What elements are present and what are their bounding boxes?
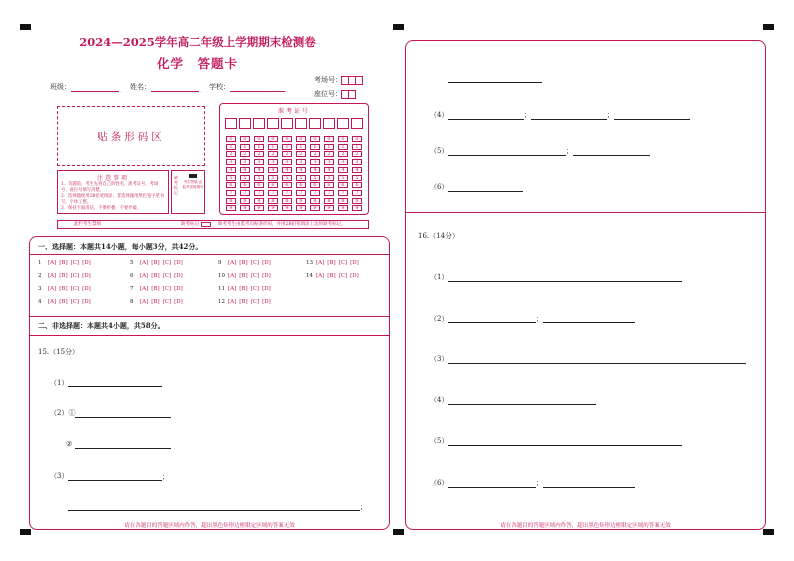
mc-option-bubble[interactable]: [A] — [228, 299, 237, 305]
answer-line[interactable] — [573, 155, 650, 156]
school-label: 学校： — [209, 83, 230, 91]
mc-option-bubble[interactable]: [D] — [174, 286, 183, 292]
ticket-digit-bubble[interactable]: 9 — [240, 205, 250, 211]
mc-number: 12 — [218, 299, 225, 305]
ticket-write-cell[interactable] — [351, 118, 363, 129]
q16-title: 16.（14分） — [418, 232, 460, 240]
left-answer-panel — [29, 236, 390, 530]
mc-option-bubble[interactable]: [A] — [48, 260, 57, 266]
mc-question — [130, 260, 186, 266]
ticket-digit-bubble[interactable]: 9 — [226, 205, 236, 211]
mc-number: 10 — [218, 273, 225, 279]
ticket-write-cell[interactable] — [323, 118, 335, 129]
mc-option-bubble[interactable]: [C] — [250, 273, 260, 279]
mc-number: 9 — [218, 260, 222, 266]
q16-part4-label: （4） — [430, 396, 449, 404]
ticket-digit-bubble[interactable]: 2 — [324, 151, 334, 157]
mc-option-bubble[interactable]: [D] — [262, 273, 271, 279]
ticket-digit-bubble[interactable]: 7 — [296, 190, 306, 196]
ticket-digit-bubble[interactable]: 0 — [254, 136, 264, 142]
answer-line[interactable] — [75, 417, 171, 418]
seat-field[interactable] — [314, 89, 356, 99]
ticket-title: 准考证号 — [277, 108, 310, 115]
mc-question — [38, 299, 94, 305]
ticket-digit-bubble[interactable]: 1 — [296, 144, 306, 150]
absence-mark-box — [171, 170, 205, 214]
mc-option-bubble[interactable]: [D] — [174, 273, 183, 279]
ticket-write-cell[interactable] — [295, 118, 307, 129]
school-field[interactable] — [209, 82, 285, 92]
mc-option-bubble[interactable]: [A] — [316, 273, 325, 279]
q14-part6-label: （6） — [430, 183, 449, 191]
mc-question — [130, 273, 186, 279]
ticket-column[interactable] — [225, 118, 239, 212]
ticket-digit-bubble[interactable]: 4 — [352, 167, 362, 173]
ticket-write-cell[interactable] — [225, 118, 237, 129]
ticket-digit-bubble[interactable]: 6 — [296, 182, 306, 188]
answer-line[interactable] — [448, 82, 542, 83]
ticket-digit-bubble[interactable]: 8 — [254, 198, 264, 204]
ticket-digit-bubble[interactable]: 6 — [352, 182, 362, 188]
mc-option-bubble[interactable]: [D] — [82, 273, 91, 279]
mc-option-bubble[interactable]: [C] — [250, 286, 260, 292]
ticket-digit-bubble[interactable]: 2 — [226, 151, 236, 157]
mc-option-bubble[interactable]: [B] — [239, 299, 248, 305]
ticket-write-cell[interactable] — [281, 118, 293, 129]
ticket-digit-bubble[interactable]: 5 — [226, 175, 236, 181]
ticket-digit-bubble[interactable]: 5 — [254, 175, 264, 181]
exam-title: 2024—2025学年高二年级上学期期末检测卷 — [79, 35, 316, 49]
answer-line[interactable] — [448, 119, 524, 120]
ticket-digit-bubble[interactable]: 0 — [310, 136, 320, 142]
semicolon: ； — [607, 111, 614, 119]
ticket-digit-bubble[interactable]: 8 — [310, 198, 320, 204]
answer-line[interactable] — [543, 487, 635, 488]
mc-question — [38, 286, 94, 292]
ticket-digit-bubble[interactable]: 5 — [240, 175, 250, 181]
mc-option-bubble[interactable]: [A] — [48, 286, 57, 292]
mc-option-bubble[interactable]: [B] — [151, 273, 160, 279]
ticket-digit-bubble[interactable]: 6 — [240, 182, 250, 188]
semicolon: ； — [360, 503, 367, 511]
class-field[interactable] — [50, 82, 119, 92]
ticket-digit-bubble[interactable]: 7 — [226, 190, 236, 196]
mc-number: 11 — [218, 286, 225, 292]
ticket-write-cell[interactable] — [253, 118, 265, 129]
proctor-note: 考生禁填 由监考老师填写 — [182, 174, 204, 189]
ticket-digit-bubble[interactable]: 8 — [226, 198, 236, 204]
ticket-digit-bubble[interactable]: 7 — [338, 190, 348, 196]
mc-option-bubble[interactable]: [C] — [162, 286, 172, 292]
ticket-digit-bubble[interactable]: 8 — [352, 198, 362, 204]
ticket-digit-bubble[interactable]: 9 — [282, 205, 292, 211]
ticket-digit-bubble[interactable]: 8 — [282, 198, 292, 204]
alignment-mark — [393, 24, 404, 30]
answer-line[interactable] — [448, 363, 746, 364]
mc-option-bubble[interactable]: [B] — [327, 260, 336, 266]
mc-number: 8 — [130, 299, 134, 305]
ticket-digit-bubble[interactable]: 3 — [226, 159, 236, 165]
ticket-digit-bubble[interactable]: 3 — [254, 159, 264, 165]
mc-option-bubble[interactable]: [B] — [151, 286, 160, 292]
ticket-digit-bubble[interactable]: 8 — [240, 198, 250, 204]
mc-option-bubble[interactable]: [D] — [350, 273, 359, 279]
ticket-column[interactable] — [281, 118, 295, 212]
mc-number: 6 — [130, 273, 134, 279]
ticket-digit-bubble[interactable]: 6 — [254, 182, 264, 188]
ticket-digit-bubble[interactable]: 7 — [282, 190, 292, 196]
ticket-digit-bubble[interactable]: 4 — [240, 167, 250, 173]
mc-option-bubble[interactable]: [A] — [140, 260, 149, 266]
ticket-digit-bubble[interactable]: 1 — [352, 144, 362, 150]
mc-option-bubble[interactable]: [C] — [70, 286, 80, 292]
alignment-mark — [20, 529, 31, 535]
q15-part2-label: （2）① — [50, 409, 76, 417]
mc-option-bubble[interactable]: [A] — [228, 286, 237, 292]
answer-line[interactable] — [68, 386, 162, 387]
mc-option-bubble[interactable]: [C] — [162, 273, 172, 279]
ticket-digit-bubble[interactable]: 9 — [310, 205, 320, 211]
answer-line[interactable] — [448, 281, 682, 282]
ticket-column[interactable] — [309, 118, 323, 212]
ticket-digit-bubble[interactable]: 3 — [296, 159, 306, 165]
ticket-digit-bubble[interactable]: 5 — [268, 175, 278, 181]
ticket-digit-bubble[interactable]: 4 — [310, 167, 320, 173]
alignment-mark — [393, 529, 404, 535]
mc-number: 4 — [38, 299, 42, 305]
ticket-digit-bubble[interactable]: 3 — [310, 159, 320, 165]
ticket-digit-bubble[interactable]: 1 — [338, 144, 348, 150]
mc-option-bubble[interactable]: [B] — [59, 299, 68, 305]
ticket-digit-bubble[interactable]: 0 — [296, 136, 306, 142]
divider — [405, 212, 766, 213]
ticket-digit-bubble[interactable]: 5 — [338, 175, 348, 181]
answer-line[interactable] — [543, 322, 635, 323]
mc-option-bubble[interactable]: [A] — [48, 273, 57, 279]
mc-option-bubble[interactable]: [C] — [70, 260, 80, 266]
mc-option-bubble[interactable]: [D] — [262, 286, 271, 292]
mc-number: 1 — [38, 260, 42, 266]
alignment-mark — [20, 24, 31, 30]
mc-number: 14 — [306, 273, 313, 279]
exam-room-field[interactable] — [314, 75, 363, 85]
mc-option-bubble[interactable]: [A] — [140, 286, 149, 292]
mc-number: 5 — [130, 260, 134, 266]
divider — [29, 316, 390, 317]
alignment-mark — [763, 529, 774, 535]
ticket-digit-bubble[interactable]: 7 — [240, 190, 250, 196]
ticket-digit-bubble[interactable]: 4 — [282, 167, 292, 173]
ticket-digit-bubble[interactable]: 8 — [296, 198, 306, 204]
ticket-digit-bubble[interactable]: 5 — [352, 175, 362, 181]
semicolon: ； — [162, 473, 169, 481]
notice-box — [57, 170, 169, 214]
ticket-digit-bubble[interactable]: 2 — [352, 151, 362, 157]
ticket-write-cell[interactable] — [309, 118, 321, 129]
mc-question — [218, 273, 274, 279]
ticket-digit-bubble[interactable]: 1 — [282, 144, 292, 150]
ticket-write-cell[interactable] — [267, 118, 279, 129]
name-label: 姓名： — [130, 83, 151, 91]
mc-question — [218, 260, 274, 266]
ticket-digit-bubble[interactable]: 7 — [324, 190, 334, 196]
q14-part5-label: （5） — [430, 147, 449, 155]
ticket-digit-bubble[interactable]: 0 — [338, 136, 348, 142]
mc-option-bubble[interactable]: [C] — [70, 299, 80, 305]
ticket-digit-bubble[interactable]: 6 — [338, 182, 348, 188]
ticket-number-grid — [219, 103, 369, 215]
semicolon: ； — [524, 111, 531, 119]
ticket-digit-bubble[interactable]: 4 — [226, 167, 236, 173]
ticket-digit-bubble[interactable]: 9 — [338, 205, 348, 211]
ticket-digit-bubble[interactable]: 1 — [254, 144, 264, 150]
mc-question — [38, 273, 94, 279]
seat-label: 座位号： — [314, 90, 342, 98]
mc-option-bubble[interactable]: [B] — [59, 273, 68, 279]
q16-part3-label: （3） — [430, 355, 449, 363]
notice-line: 3．保持卡面清洁，不要折叠，不要弄破。 — [61, 206, 142, 211]
mc-question — [130, 286, 186, 292]
ticket-digit-bubble[interactable]: 4 — [338, 167, 348, 173]
mc-option-bubble[interactable]: [B] — [59, 260, 68, 266]
ticket-digit-bubble[interactable]: 2 — [254, 151, 264, 157]
mc-option-bubble[interactable]: [D] — [82, 299, 91, 305]
ticket-column[interactable] — [323, 118, 337, 212]
ticket-digit-bubble[interactable]: 4 — [324, 167, 334, 173]
ticket-digit-bubble[interactable]: 6 — [226, 182, 236, 188]
ticket-digit-bubble[interactable]: 4 — [296, 167, 306, 173]
mc-option-bubble[interactable]: [D] — [82, 260, 91, 266]
mc-option-bubble[interactable]: [A] — [228, 260, 237, 266]
answer-line[interactable] — [68, 510, 360, 511]
mc-option-bubble[interactable]: [A] — [140, 299, 149, 305]
notice-line: 2．选择题使用2B铅笔填涂，非选择题用黑色签字笔书写，字体工整。 — [61, 194, 165, 205]
mc-option-bubble[interactable]: [A] — [48, 299, 57, 305]
alignment-mark — [763, 24, 774, 30]
ticket-digit-bubble[interactable]: 3 — [268, 159, 278, 165]
mc-question — [306, 273, 362, 279]
absentee-strip — [57, 220, 369, 229]
strip-label: 此栏考生禁填 — [74, 222, 101, 227]
ticket-digit-bubble[interactable]: 0 — [282, 136, 292, 142]
ticket-digit-bubble[interactable]: 6 — [268, 182, 278, 188]
answer-line[interactable] — [68, 480, 162, 481]
absence-label: 缺考标记 — [174, 175, 178, 195]
mc-option-bubble[interactable]: [D] — [350, 260, 359, 266]
ticket-digit-bubble[interactable]: 1 — [324, 144, 334, 150]
ticket-digit-bubble[interactable]: 9 — [324, 205, 334, 211]
ticket-digit-bubble[interactable]: 3 — [240, 159, 250, 165]
ticket-digit-bubble[interactable]: 3 — [338, 159, 348, 165]
answer-line[interactable] — [75, 448, 171, 449]
class-label: 班级： — [50, 83, 71, 91]
ticket-digit-bubble[interactable]: 3 — [282, 159, 292, 165]
mc-option-bubble[interactable]: [B] — [239, 260, 248, 266]
ticket-digit-bubble[interactable]: 3 — [352, 159, 362, 165]
ticket-digit-bubble[interactable]: 2 — [310, 151, 320, 157]
ticket-digit-bubble[interactable]: 0 — [268, 136, 278, 142]
mc-option-bubble[interactable]: [B] — [239, 286, 248, 292]
q15-part3-label: （3） — [50, 472, 69, 480]
mc-option-bubble[interactable]: [D] — [262, 299, 271, 305]
mc-option-bubble[interactable]: [C] — [162, 260, 172, 266]
ticket-digit-bubble[interactable]: 9 — [352, 205, 362, 211]
answer-line[interactable] — [448, 322, 536, 323]
footer-note: 请在各题目的答题区域内作答，超出黑色矩形边框限定区域的答案无效 — [124, 523, 295, 529]
ticket-digit-bubble[interactable]: 7 — [268, 190, 278, 196]
divider — [29, 254, 390, 255]
strip-absence-label: 缺考标记 — [181, 222, 199, 227]
mc-option-bubble[interactable]: [B] — [59, 286, 68, 292]
mc-question — [218, 299, 274, 305]
q14-part4-label: （4） — [430, 111, 449, 119]
strip-instruction: 缺考考生由监考员贴条形码，并用2B铅笔填涂上边的缺考标记。 — [218, 222, 346, 227]
mc-heading: 一、选择题：本题共14小题，每小题3分，共42分。 — [38, 242, 203, 251]
mc-option-bubble[interactable]: [C] — [162, 299, 172, 305]
ticket-digit-bubble[interactable]: 6 — [310, 182, 320, 188]
exam-room-label: 考场号： — [314, 76, 342, 84]
ticket-digit-bubble[interactable]: 9 — [296, 205, 306, 211]
ticket-digit-bubble[interactable]: 9 — [254, 205, 264, 211]
ticket-digit-bubble[interactable]: 2 — [338, 151, 348, 157]
mc-option-bubble[interactable]: [D] — [82, 286, 91, 292]
mc-option-bubble[interactable]: [C] — [250, 299, 260, 305]
ticket-digit-bubble[interactable]: 8 — [338, 198, 348, 204]
ticket-digit-bubble[interactable]: 1 — [310, 144, 320, 150]
ticket-digit-bubble[interactable]: 6 — [282, 182, 292, 188]
mc-option-bubble[interactable]: [C] — [338, 273, 348, 279]
ticket-digit-bubble[interactable]: 6 — [324, 182, 334, 188]
ticket-digit-bubble[interactable]: 2 — [282, 151, 292, 157]
ticket-column[interactable] — [337, 118, 351, 212]
mc-option-bubble[interactable]: [D] — [174, 299, 183, 305]
ticket-digit-bubble[interactable]: 1 — [240, 144, 250, 150]
ticket-digit-bubble[interactable]: 8 — [324, 198, 334, 204]
mc-number: 2 — [38, 273, 42, 279]
right-answer-panel — [405, 40, 766, 530]
mc-option-bubble[interactable]: [A] — [140, 273, 149, 279]
ticket-digit-bubble[interactable]: 5 — [324, 175, 334, 181]
ticket-digit-bubble[interactable]: 4 — [254, 167, 264, 173]
name-field[interactable] — [130, 82, 199, 92]
ticket-digit-bubble[interactable]: 5 — [296, 175, 306, 181]
absence-checkbox[interactable] — [201, 222, 211, 227]
answer-line[interactable] — [614, 119, 690, 120]
barcode-area: 贴条形码区 — [57, 106, 205, 166]
ticket-digit-bubble[interactable]: 0 — [226, 136, 236, 142]
q16-part5-label: （5） — [430, 437, 449, 445]
answer-line[interactable] — [448, 191, 523, 192]
notice-title: 注意事项 — [96, 175, 129, 182]
ticket-column[interactable] — [239, 118, 253, 212]
semicolon: ； — [566, 147, 573, 155]
ticket-digit-bubble[interactable]: 7 — [310, 190, 320, 196]
ticket-digit-bubble[interactable]: 0 — [240, 136, 250, 142]
answer-line[interactable] — [448, 445, 682, 446]
q16-part1-label: （1） — [430, 273, 449, 281]
ticket-column[interactable] — [351, 118, 365, 212]
q16-part6-label: （6） — [430, 479, 449, 487]
ticket-column[interactable] — [295, 118, 309, 212]
mc-number: 13 — [306, 260, 313, 266]
ticket-digit-bubble[interactable]: 3 — [324, 159, 334, 165]
answer-line[interactable] — [448, 487, 536, 488]
mc-option-bubble[interactable]: [A] — [316, 260, 325, 266]
answer-line[interactable] — [448, 155, 566, 156]
ticket-column[interactable] — [253, 118, 267, 212]
ticket-write-cell[interactable] — [337, 118, 349, 129]
ticket-digit-bubble[interactable]: 8 — [268, 198, 278, 204]
mc-option-bubble[interactable]: [A] — [228, 273, 237, 279]
nonmc-heading: 二、非选择题：本题共4小题，共58分。 — [38, 321, 165, 330]
ticket-digit-bubble[interactable]: 0 — [324, 136, 334, 142]
q15-part2b-label: ② — [66, 440, 73, 448]
q15-part1-label: （1） — [50, 379, 69, 387]
notice-line: 1．答题前，考生先将自己的姓名、准考证号、考场号、座位号填写清楚。 — [61, 182, 159, 193]
mc-option-bubble[interactable]: [C] — [70, 273, 80, 279]
ticket-digit-bubble[interactable]: 0 — [352, 136, 362, 142]
mc-option-bubble[interactable]: [D] — [174, 260, 183, 266]
mc-number: 3 — [38, 286, 42, 292]
ticket-digit-bubble[interactable]: 9 — [268, 205, 278, 211]
ticket-digit-bubble[interactable]: 5 — [282, 175, 292, 181]
mc-option-bubble[interactable]: [B] — [151, 260, 160, 266]
mc-option-bubble[interactable]: [C] — [250, 260, 260, 266]
ticket-digit-bubble[interactable]: 2 — [296, 151, 306, 157]
mc-question — [130, 299, 186, 305]
mc-option-bubble[interactable]: [B] — [327, 273, 336, 279]
ticket-digit-bubble[interactable]: 2 — [268, 151, 278, 157]
ticket-digit-bubble[interactable]: 7 — [254, 190, 264, 196]
ticket-digit-bubble[interactable]: 1 — [268, 144, 278, 150]
mc-number: 7 — [130, 286, 134, 292]
subject-title: 化学 答题卡 — [156, 56, 238, 71]
ticket-column[interactable] — [267, 118, 281, 212]
ticket-digit-bubble[interactable]: 4 — [268, 167, 278, 173]
answer-line[interactable] — [448, 404, 596, 405]
divider — [29, 335, 390, 336]
semicolon: ； — [536, 315, 543, 323]
q16-part2-label: （2） — [430, 315, 449, 323]
ticket-digit-bubble[interactable]: 5 — [310, 175, 320, 181]
ticket-digit-bubble[interactable]: 1 — [226, 144, 236, 150]
mc-question — [38, 260, 94, 266]
mc-option-bubble[interactable]: [B] — [239, 273, 248, 279]
ticket-write-cell[interactable] — [239, 118, 251, 129]
ticket-digit-bubble[interactable]: 2 — [240, 151, 250, 157]
footer-note: 请在各题目的答题区域内作答，超出黑色矩形边框限定区域的答案无效 — [500, 523, 671, 529]
mc-option-bubble[interactable]: [B] — [151, 299, 160, 305]
semicolon: ； — [536, 479, 543, 487]
ticket-digit-bubble[interactable]: 7 — [352, 190, 362, 196]
answer-line[interactable] — [531, 119, 607, 120]
mc-option-bubble[interactable]: [C] — [338, 260, 348, 266]
mc-question — [218, 286, 274, 292]
mc-question — [306, 260, 362, 266]
q15-title: 15.（15分） — [38, 348, 80, 356]
mc-option-bubble[interactable]: [D] — [262, 260, 271, 266]
